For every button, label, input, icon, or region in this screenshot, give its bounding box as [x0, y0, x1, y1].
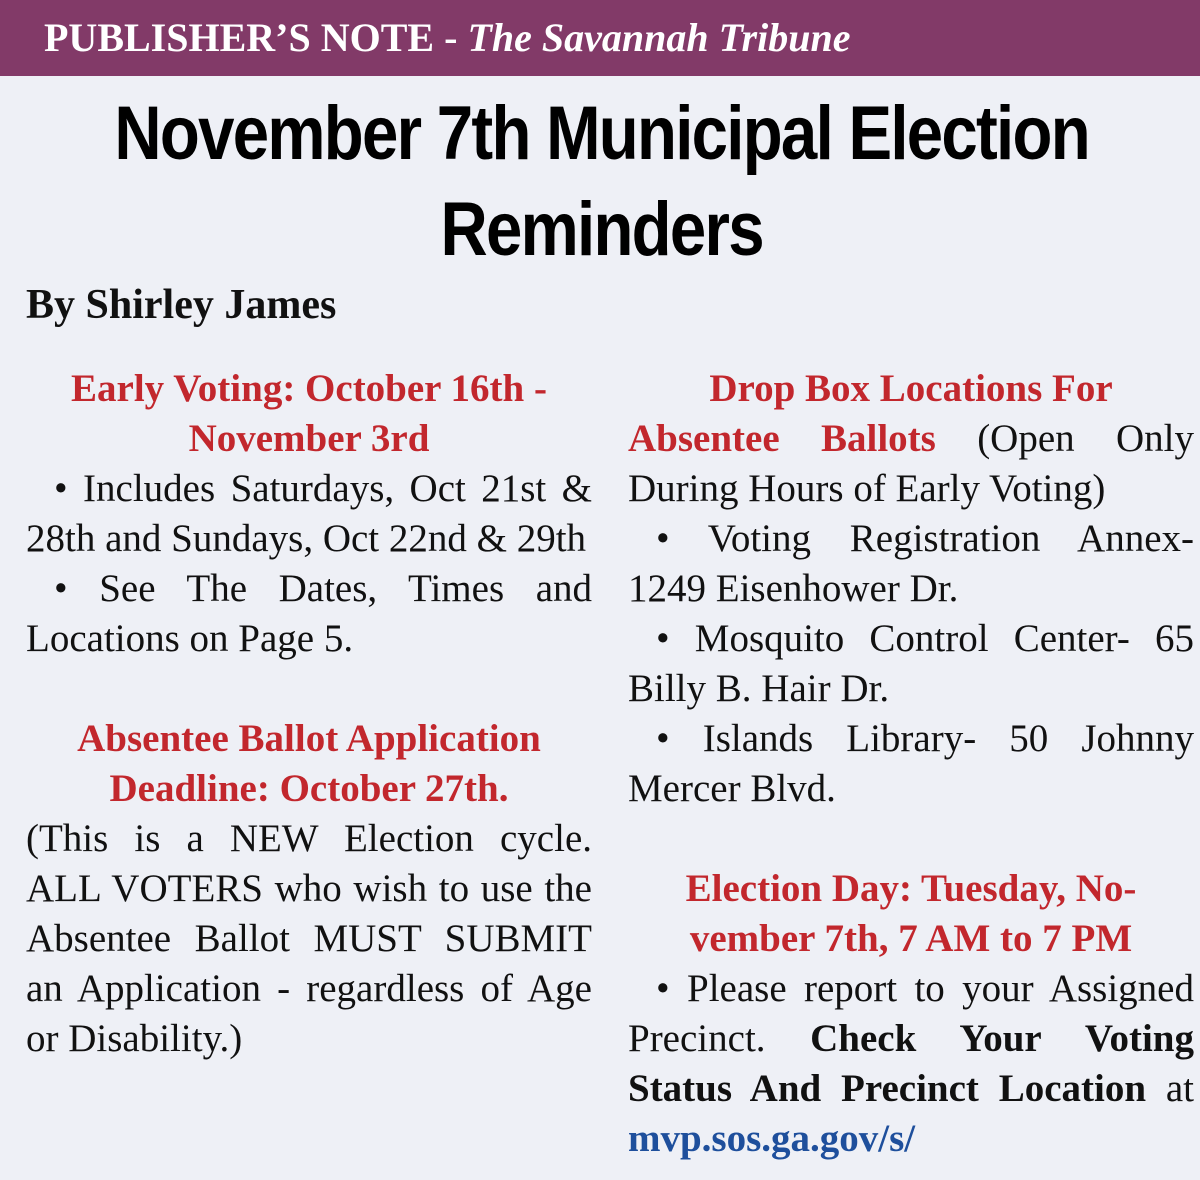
election-day-at: at: [1146, 1067, 1194, 1110]
early-voting-bullet-weekends: • Includes Saturdays, Oct 21st & 28th and Sundays, Oct 22nd & 29th: [26, 467, 592, 560]
drop-box-location-1: • Voting Registration Annex- 1249 Eisenhower Dr.: [628, 517, 1194, 610]
drop-box-heading-line-2: Absentee Ballots: [628, 417, 936, 460]
early-voting-heading: [26, 364, 592, 464]
early-voting-heading-line-1: Early Voting: October 16th -: [71, 367, 547, 410]
election-day-precinct-text: • Please report to your Assigned Precinct.: [628, 967, 1194, 1060]
election-day-heading-line-2: vember 7th, 7 AM to 7 PM: [689, 917, 1133, 960]
mvp-link[interactable]: mvp.sos.ga.gov/s/: [628, 1117, 916, 1160]
election-day-heading-line-1: Election Day: Tuesday, No-: [685, 867, 1137, 910]
drop-box-hours-note: (Open Only During Hours of Early Voting): [628, 417, 1194, 510]
absentee-deadline-section: [26, 714, 592, 1064]
election-day-heading: [628, 864, 1194, 964]
banner-label: PUBLISHER’S NOTE: [44, 15, 435, 60]
banner-separator: -: [434, 15, 468, 60]
section-spacer: [26, 664, 592, 714]
absentee-deadline-body: (This is a NEW Election cycle. ALL VOTERS who wish to use the Absentee Ballot MUST SUBMIT an Application - regardless of Age or Disability.): [26, 817, 592, 1060]
headline-line-2: Reminders: [440, 187, 763, 272]
section-spacer: [628, 814, 1194, 864]
publisher-note-banner: [0, 0, 1200, 76]
election-day-check-status: Check Your Voting Status And Precinct Location: [628, 1017, 1195, 1110]
byline: By Shirley James: [26, 282, 337, 328]
absentee-deadline-heading: [26, 714, 592, 814]
drop-box-location-3: • Islands Library- 50 Johnny Mercer Blvd.: [628, 717, 1194, 810]
absentee-deadline-heading-line-2: Deadline: October 27th.: [109, 767, 509, 810]
drop-box-heading-continued: [628, 414, 1194, 514]
absentee-deadline-heading-line-1: Absentee Ballot Application: [77, 717, 541, 760]
drop-box-location-2: • Mosquito Control Center- 65 Billy B. Hair Dr.: [628, 617, 1194, 710]
election-day-section: [628, 864, 1194, 1164]
drop-box-section: [628, 364, 1194, 814]
page-title: [86, 86, 1118, 278]
early-voting-bullet-page5: • See The Dates, Times and Locations on Page 5.: [26, 567, 592, 660]
election-day-body: [628, 964, 1194, 1164]
drop-box-heading-line-1: Drop Box Locations For: [709, 367, 1113, 410]
banner-publication: The Savannah Tribune: [467, 15, 851, 60]
headline-line-1: November 7th Municipal Election: [114, 91, 1089, 176]
early-voting-section: [26, 364, 592, 664]
right-column: [628, 364, 1194, 1164]
left-column: [26, 364, 592, 1064]
early-voting-heading-line-2: November 3rd: [188, 417, 430, 460]
